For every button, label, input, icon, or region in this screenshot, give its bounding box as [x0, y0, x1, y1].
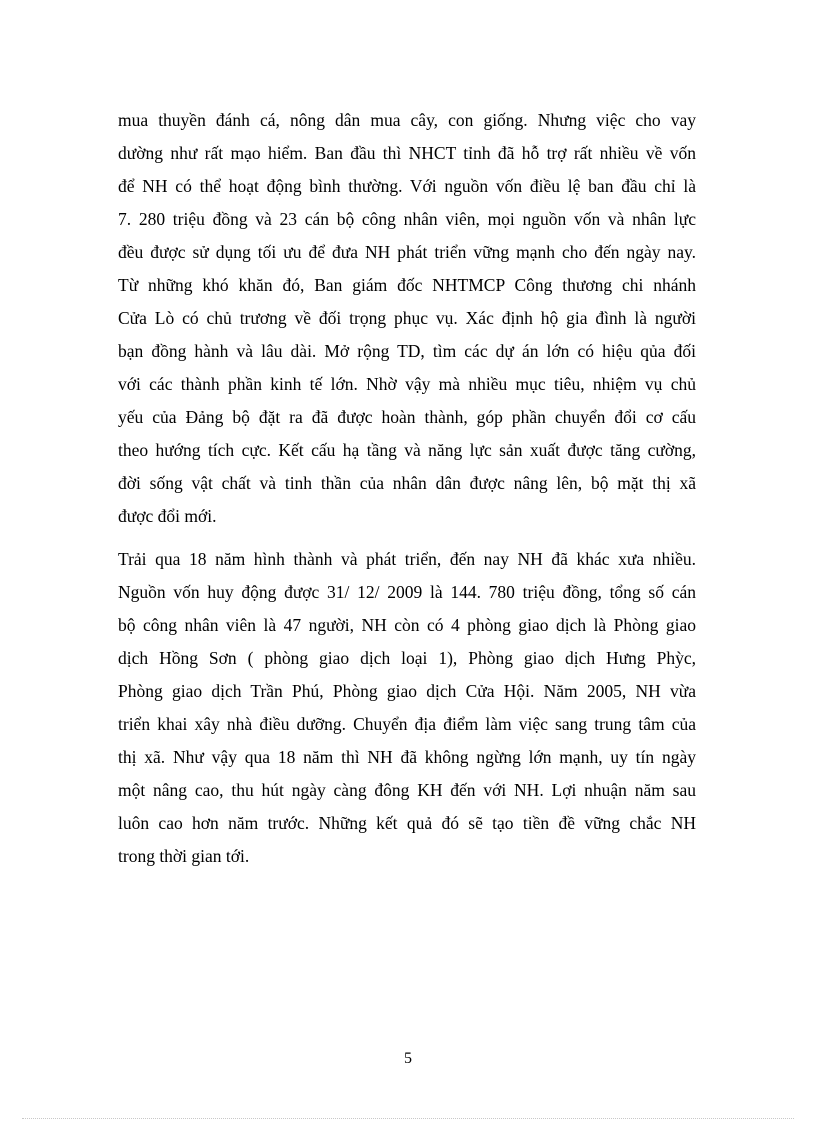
text-line: luôn cao hơn năm trước. Những kết quả đó sẽ tạo tiền đề vững chắc NH [118, 813, 696, 833]
paragraph-spacer [118, 533, 696, 543]
paragraph-1 [118, 104, 696, 533]
text-line: trong thời gian tới. [118, 846, 250, 866]
text-line: thị xã. Như vậy qua 18 năm thì NH đã không ngừng lớn mạnh, uy tín ngày [118, 747, 696, 767]
text-line: theo hướng tích cực. Kết cấu hạ tầng và năng lực sản xuất được tăng cường, [118, 440, 696, 460]
text-line: Từ những khó khăn đó, Ban giám đốc NHTMCP Công thương chi nhánh [118, 275, 696, 295]
paragraph-2 [118, 543, 696, 873]
text-line: Cửa Lò có chủ trương về đối trọng phục vụ. Xác định hộ gia đình là người [118, 308, 696, 328]
text-line: đều được sử dụng tối ưu để đưa NH phát triển vững mạnh cho đến ngày nay. [118, 242, 696, 262]
text-line: dịch Hồng Sơn ( phòng giao dịch loại 1), Phòng giao dịch Hưng Phỳc, [118, 648, 696, 668]
text-line: yếu của Đảng bộ đặt ra đã được hoàn thành, góp phần chuyển đổi cơ cấu [118, 407, 696, 427]
text-line: được đổi mới. [118, 506, 217, 526]
text-line: Nguồn vốn huy động được 31/ 12/ 2009 là 144. 780 triệu đồng, tổng số cán [118, 582, 696, 602]
text-line: dường như rất mạo hiểm. Ban đầu thì NHCT tỉnh đã hỗ trợ rất nhiều về vốn [118, 143, 696, 163]
body-text [118, 104, 696, 873]
text-line: Phòng giao dịch Trần Phú, Phòng giao dịch Cửa Hội. Năm 2005, NH vừa [118, 681, 696, 701]
text-line: bộ công nhân viên là 47 người, NH còn có 4 phòng giao dịch là Phòng giao [118, 615, 696, 635]
text-line: với các thành phần kinh tế lớn. Nhờ vậy mà nhiều mục tiêu, nhiệm vụ chủ [118, 374, 696, 394]
text-line: triển khai xây nhà điều dưỡng. Chuyển địa điểm làm việc sang trung tâm của [118, 714, 696, 734]
page-number: 5 [404, 1050, 412, 1067]
text-line: mua thuyền đánh cá, nông dân mua cây, con giống. Nhưng việc cho vay [118, 110, 696, 130]
page-bottom-divider [22, 1118, 794, 1119]
text-line: để NH có thể hoạt động bình thường. Với nguồn vốn điều lệ ban đầu chỉ là [118, 176, 696, 196]
text-line: đời sống vật chất và tinh thần của nhân dân được nâng lên, bộ mặt thị xã [118, 473, 696, 493]
text-line: Trải qua 18 năm hình thành và phát triển, đến nay NH đã khác xưa nhiều. [118, 549, 696, 569]
text-line: bạn đồng hành và lâu dài. Mở rộng TD, tìm các dự án lớn có hiệu qủa đối [118, 341, 696, 361]
text-line: một nâng cao, thu hút ngày càng đông KH đến với NH. Lợi nhuận năm sau [118, 780, 696, 800]
text-line: 7. 280 triệu đồng và 23 cán bộ công nhân viên, mọi nguồn vốn và nhân lực [118, 209, 696, 229]
